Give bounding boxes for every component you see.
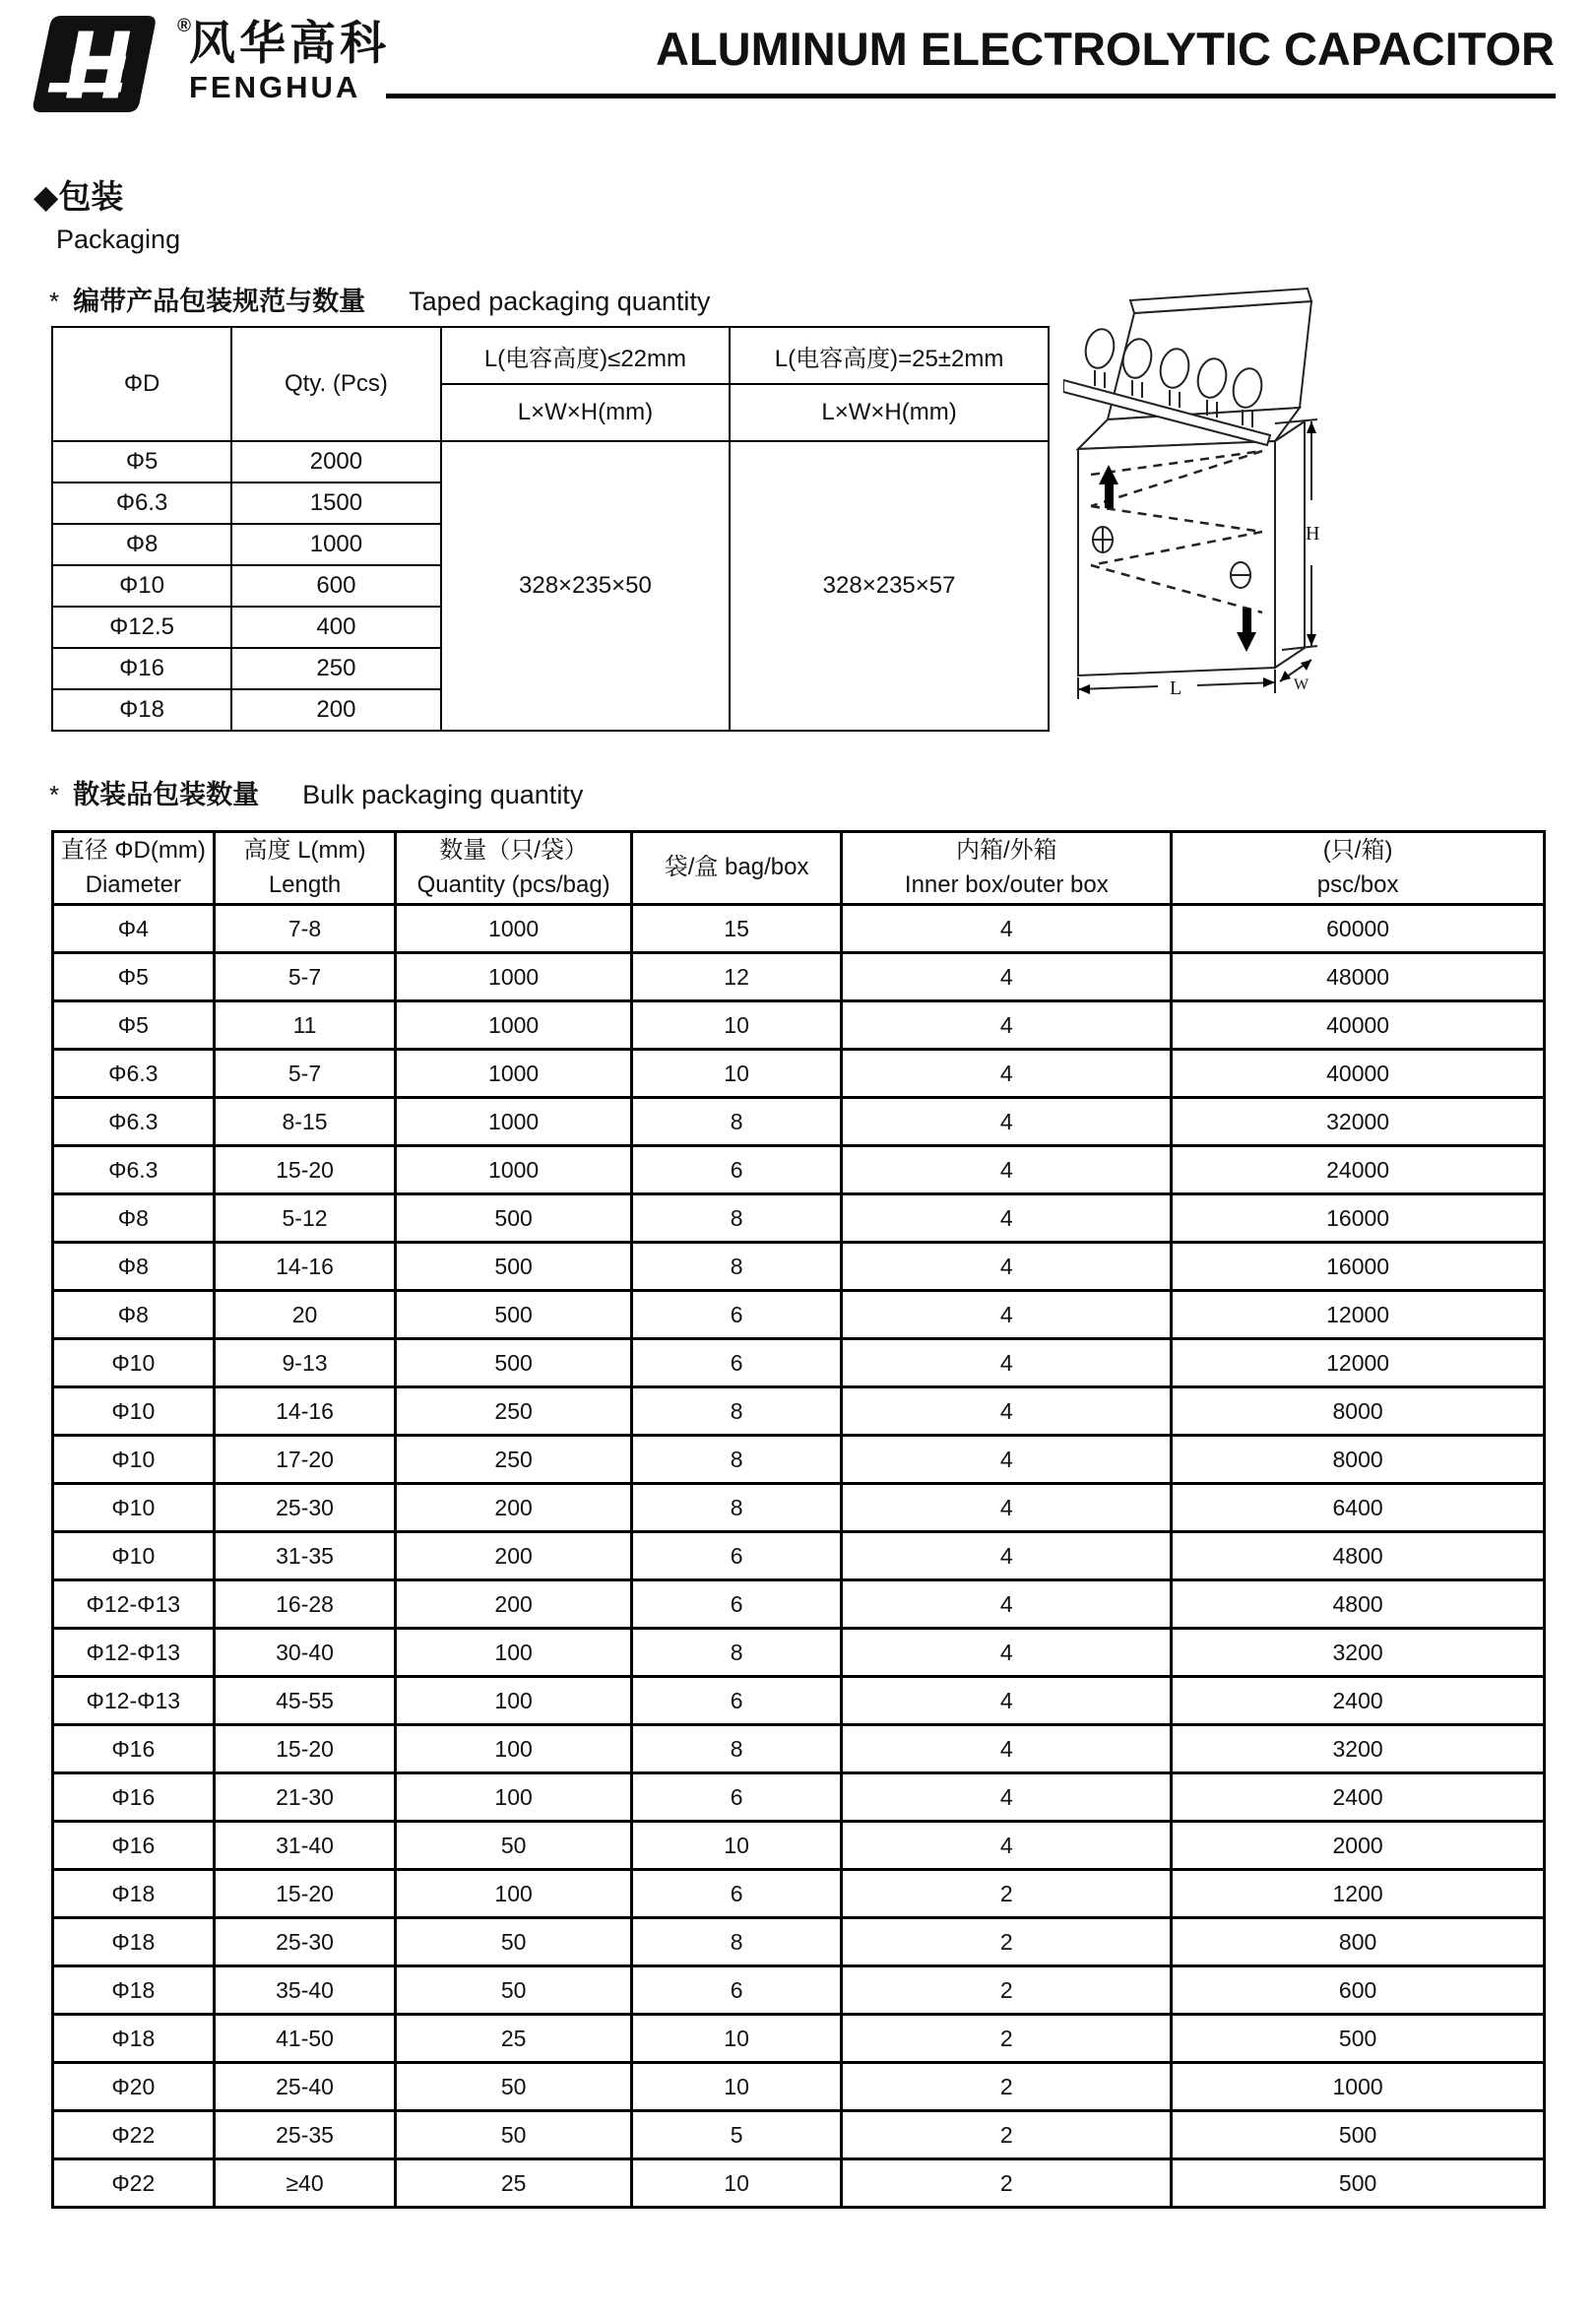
col-header-psc-box xyxy=(1172,832,1545,905)
table-cell: 4 xyxy=(842,1822,1172,1870)
table-cell: 41-50 xyxy=(214,2015,396,2063)
table-cell: 1000 xyxy=(396,1146,631,1194)
table-cell: 500 xyxy=(1172,2015,1545,2063)
brand-english: FENGHUA xyxy=(189,70,361,104)
table-cell: 25-30 xyxy=(214,1484,396,1532)
table-cell: Φ6.3 xyxy=(53,1098,215,1146)
header-line-cn: 高度 L(mm) xyxy=(243,836,366,864)
table-cell: Φ12-Φ13 xyxy=(53,1629,215,1677)
table-row xyxy=(53,2063,1545,2111)
table-cell: 8000 xyxy=(1172,1387,1545,1436)
table-row xyxy=(53,1966,1545,2015)
table-cell: 4 xyxy=(842,1484,1172,1532)
table-cell: 16000 xyxy=(1172,1194,1545,1243)
table-cell: Φ12-Φ13 xyxy=(53,1677,215,1725)
table-cell: 6 xyxy=(631,1291,842,1339)
table-cell: Φ16 xyxy=(53,1822,215,1870)
table-cell: 100 xyxy=(396,1677,631,1725)
table-cell: 1000 xyxy=(396,1098,631,1146)
table-row xyxy=(53,1291,1545,1339)
table-row xyxy=(53,1725,1545,1773)
table-cell: 4800 xyxy=(1172,1532,1545,1580)
header-line-cn: (只/箱) xyxy=(1322,836,1393,864)
table-row xyxy=(53,1773,1545,1822)
table-cell: 50 xyxy=(396,1966,631,2015)
table-cell: 6 xyxy=(631,1532,842,1580)
table-cell: Φ18 xyxy=(52,689,231,731)
table-row xyxy=(53,1532,1545,1580)
table-cell: 4 xyxy=(842,1580,1172,1629)
table-cell: 1000 xyxy=(396,953,631,1001)
table-cell: 2 xyxy=(842,2063,1172,2111)
table-cell: 21-30 xyxy=(214,1773,396,1822)
header-rule xyxy=(386,94,1556,98)
table-cell: 12000 xyxy=(1172,1339,1545,1387)
table-cell: 11 xyxy=(214,1001,396,1050)
table-cell: Φ16 xyxy=(52,648,231,689)
table-row xyxy=(53,1243,1545,1291)
col-header-length xyxy=(214,832,396,905)
col-header-inner-outer-box xyxy=(842,832,1172,905)
table-cell: 5-7 xyxy=(214,1050,396,1098)
table-cell: Φ4 xyxy=(53,905,215,953)
table-cell: 4 xyxy=(842,1050,1172,1098)
header-line-cn: 数量（只/袋） xyxy=(439,836,588,864)
header-line-cn: 袋/盒 bag/box xyxy=(664,854,809,881)
table-cell: 12000 xyxy=(1172,1291,1545,1339)
table-row xyxy=(53,1387,1545,1436)
table-cell: Φ8 xyxy=(53,1291,215,1339)
page-title: ALUMINUM ELECTROLYTIC CAPACITOR xyxy=(655,23,1555,75)
table-cell: 24000 xyxy=(1172,1146,1545,1194)
table-cell: 4 xyxy=(842,1001,1172,1050)
table-cell: Φ18 xyxy=(53,2015,215,2063)
table-row xyxy=(53,2159,1545,2208)
header-line-cn: 内箱/外箱 xyxy=(955,836,1057,864)
table-row xyxy=(53,1436,1545,1484)
table-row xyxy=(53,1677,1545,1725)
fenghua-logo-icon xyxy=(30,14,175,114)
table-cell: Φ18 xyxy=(53,1870,215,1918)
polarity-positive-icon xyxy=(1093,527,1113,552)
table-row xyxy=(53,1194,1545,1243)
header-line-en: psc/box xyxy=(1316,870,1399,898)
table-cell: 8 xyxy=(631,1194,842,1243)
table-cell: 40000 xyxy=(1172,1050,1545,1098)
bulk-caption-en: Bulk packaging quantity xyxy=(302,780,584,809)
bulk-table-header xyxy=(53,832,1545,905)
table-cell: 45-55 xyxy=(214,1677,396,1725)
section-heading-cn: ◆包装 xyxy=(33,178,124,215)
table-row xyxy=(53,1001,1545,1050)
table-cell: 4 xyxy=(842,1339,1172,1387)
table-row xyxy=(53,2111,1545,2159)
table-cell: Φ10 xyxy=(53,1387,215,1436)
table-cell: 600 xyxy=(231,565,441,607)
packing-diagram xyxy=(1063,282,1321,707)
table-cell: Φ5 xyxy=(52,441,231,483)
table-cell: 100 xyxy=(396,1870,631,1918)
table-cell: 6 xyxy=(631,1870,842,1918)
table-cell: 50 xyxy=(396,2111,631,2159)
caption-star: * xyxy=(49,780,60,809)
table-cell: 14-16 xyxy=(214,1243,396,1291)
table-row xyxy=(52,441,1049,483)
dim-label-h: H xyxy=(1306,523,1320,545)
col-header-qty: Qty. (Pcs) xyxy=(231,327,441,441)
table-cell: 2000 xyxy=(231,441,441,483)
table-cell: 30-40 xyxy=(214,1629,396,1677)
table-cell: 200 xyxy=(396,1484,631,1532)
table-cell: Φ6.3 xyxy=(52,483,231,524)
col-header-diameter xyxy=(53,832,215,905)
table-cell: 1000 xyxy=(396,905,631,953)
table-cell: 1000 xyxy=(1172,2063,1545,2111)
table-cell: 100 xyxy=(396,1629,631,1677)
table-cell: 500 xyxy=(396,1194,631,1243)
table-cell: 2 xyxy=(842,2015,1172,2063)
header-line-en: Inner box/outer box xyxy=(904,870,1109,898)
caption-star: * xyxy=(49,287,60,316)
table-row xyxy=(53,1098,1545,1146)
header-line-cn: 直径 ΦD(mm) xyxy=(60,836,206,864)
table-cell: 6 xyxy=(631,1773,842,1822)
table-cell: 15-20 xyxy=(214,1725,396,1773)
table-cell: 250 xyxy=(231,648,441,689)
table-cell: 4 xyxy=(842,1677,1172,1725)
header-line-en: Length xyxy=(268,870,342,898)
header-line-en: Quantity (pcs/bag) xyxy=(416,870,610,898)
table-cell: 4 xyxy=(842,1194,1172,1243)
taped-caption-cn: 编带产品包装规范与数量 xyxy=(73,287,366,316)
table-cell: Φ8 xyxy=(52,524,231,565)
table-cell: 3200 xyxy=(1172,1725,1545,1773)
table-cell: 8 xyxy=(631,1629,842,1677)
table-cell: Φ16 xyxy=(53,1725,215,1773)
table-cell: 1200 xyxy=(1172,1870,1545,1918)
table-cell: 7-8 xyxy=(214,905,396,953)
table-cell: 8-15 xyxy=(214,1098,396,1146)
table-cell: 10 xyxy=(631,1050,842,1098)
col-header-quantity xyxy=(396,832,631,905)
table-cell: 5-12 xyxy=(214,1194,396,1243)
table-cell: 1000 xyxy=(231,524,441,565)
table-cell: 5-7 xyxy=(214,953,396,1001)
table-row xyxy=(53,1870,1545,1918)
table-cell: 15-20 xyxy=(214,1870,396,1918)
table-cell: 50 xyxy=(396,2063,631,2111)
table-cell: 16-28 xyxy=(214,1580,396,1629)
table-cell: 2400 xyxy=(1172,1677,1545,1725)
header-logo xyxy=(30,14,390,114)
table-cell: 250 xyxy=(396,1387,631,1436)
table-cell: Φ10 xyxy=(53,1484,215,1532)
table-cell: 8 xyxy=(631,1436,842,1484)
table-cell: Φ16 xyxy=(53,1773,215,1822)
table-cell: 400 xyxy=(231,607,441,648)
table-cell: 500 xyxy=(396,1243,631,1291)
table-cell: Φ22 xyxy=(53,2159,215,2208)
table-cell: 8 xyxy=(631,1725,842,1773)
table-cell: 31-40 xyxy=(214,1822,396,1870)
col-header-lwh-2: L×W×H(mm) xyxy=(730,384,1049,441)
table-cell: 8 xyxy=(631,1098,842,1146)
table-cell: 12 xyxy=(631,953,842,1001)
table-cell: 500 xyxy=(396,1339,631,1387)
table-cell: 2000 xyxy=(1172,1822,1545,1870)
col-header-25pm2: L(电容高度)=25±2mm xyxy=(730,327,1049,384)
table-row xyxy=(53,1339,1545,1387)
table-cell: Φ8 xyxy=(53,1194,215,1243)
table-cell: 40000 xyxy=(1172,1001,1545,1050)
table-row xyxy=(53,2015,1545,2063)
table-cell: Φ10 xyxy=(52,565,231,607)
table-cell: Φ10 xyxy=(53,1436,215,1484)
table-cell: 50 xyxy=(396,1918,631,1966)
table-cell: 10 xyxy=(631,2159,842,2208)
table-cell: 4 xyxy=(842,1243,1172,1291)
table-cell: Φ18 xyxy=(53,1918,215,1966)
table-cell: Φ10 xyxy=(53,1339,215,1387)
table-cell: 32000 xyxy=(1172,1098,1545,1146)
table-cell: 500 xyxy=(1172,2111,1545,2159)
table-cell: 8000 xyxy=(1172,1436,1545,1484)
col-header-lwh-1: L×W×H(mm) xyxy=(441,384,730,441)
table-cell: 4 xyxy=(842,1291,1172,1339)
merged-size-25pm2: 328×235×57 xyxy=(730,441,1049,731)
table-cell: 8 xyxy=(631,1243,842,1291)
col-header-leq22: L(电容高度)≤22mm xyxy=(441,327,730,384)
table-row xyxy=(53,1629,1545,1677)
table-row xyxy=(53,832,1545,905)
table-cell: 48000 xyxy=(1172,953,1545,1001)
table-cell: 200 xyxy=(396,1580,631,1629)
table-cell: 31-35 xyxy=(214,1532,396,1580)
table-cell: 6 xyxy=(631,1339,842,1387)
table-cell: 10 xyxy=(631,2063,842,2111)
table-cell: 25 xyxy=(396,2159,631,2208)
table-cell: 250 xyxy=(396,1436,631,1484)
table-cell: 2 xyxy=(842,1918,1172,1966)
table-cell: 4 xyxy=(842,953,1172,1001)
table-row xyxy=(53,905,1545,953)
bulk-table-body xyxy=(53,905,1545,2208)
table-cell: 6 xyxy=(631,1146,842,1194)
taped-caption xyxy=(49,280,710,318)
taped-table-header xyxy=(52,327,1049,441)
table-row xyxy=(53,953,1545,1001)
dim-label-w: W xyxy=(1294,676,1309,693)
table-cell: 100 xyxy=(396,1725,631,1773)
table-row xyxy=(53,1918,1545,1966)
table-cell: 500 xyxy=(396,1291,631,1339)
table-cell: 25-40 xyxy=(214,2063,396,2111)
table-cell: 60000 xyxy=(1172,905,1545,953)
table-row xyxy=(52,327,1049,384)
table-cell: 15 xyxy=(631,905,842,953)
table-row xyxy=(53,1822,1545,1870)
table-cell: 20 xyxy=(214,1291,396,1339)
table-cell: 200 xyxy=(231,689,441,731)
table-cell: 2 xyxy=(842,2159,1172,2208)
bulk-caption xyxy=(49,773,583,811)
table-cell: 4 xyxy=(842,1725,1172,1773)
table-cell: Φ10 xyxy=(53,1532,215,1580)
table-cell: 500 xyxy=(1172,2159,1545,2208)
section-heading-en: Packaging xyxy=(56,225,181,254)
table-cell: 4 xyxy=(842,1436,1172,1484)
table-cell: 8 xyxy=(631,1387,842,1436)
table-cell: Φ22 xyxy=(53,2111,215,2159)
table-cell: Φ20 xyxy=(53,2063,215,2111)
table-cell: 6 xyxy=(631,1966,842,2015)
header-line-en: Diameter xyxy=(85,870,181,898)
table-cell: 25 xyxy=(396,2015,631,2063)
table-cell: 4 xyxy=(842,1773,1172,1822)
table-cell: 600 xyxy=(1172,1966,1545,2015)
table-cell: Φ12-Φ13 xyxy=(53,1580,215,1629)
table-cell: 2400 xyxy=(1172,1773,1545,1822)
table-cell: 15-20 xyxy=(214,1146,396,1194)
table-cell: 10 xyxy=(631,2015,842,2063)
taped-caption-en: Taped packaging quantity xyxy=(409,287,711,316)
table-cell: 9-13 xyxy=(214,1339,396,1387)
table-cell: Φ5 xyxy=(53,953,215,1001)
table-cell: 8 xyxy=(631,1484,842,1532)
col-header-bag-box xyxy=(631,832,842,905)
table-cell: Φ18 xyxy=(53,1966,215,2015)
table-cell: 25-30 xyxy=(214,1918,396,1966)
table-row xyxy=(53,1050,1545,1098)
table-cell: 4 xyxy=(842,1532,1172,1580)
merged-size-leq22: 328×235×50 xyxy=(441,441,730,731)
table-cell: ≥40 xyxy=(214,2159,396,2208)
brand-block xyxy=(189,14,390,102)
table-cell: 1000 xyxy=(396,1001,631,1050)
table-cell: 14-16 xyxy=(214,1387,396,1436)
table-cell: 4 xyxy=(842,1629,1172,1677)
table-cell: 10 xyxy=(631,1822,842,1870)
dim-label-l: L xyxy=(1170,677,1182,699)
table-row xyxy=(53,1146,1545,1194)
brand-chinese: 风华高科 xyxy=(189,17,390,69)
table-cell: 17-20 xyxy=(214,1436,396,1484)
taped-table-body xyxy=(52,441,1049,731)
table-cell: 4 xyxy=(842,1146,1172,1194)
table-cell: Φ8 xyxy=(53,1243,215,1291)
table-cell: 5 xyxy=(631,2111,842,2159)
table-cell: 2 xyxy=(842,2111,1172,2159)
table-cell: 4 xyxy=(842,1387,1172,1436)
table-cell: 25-35 xyxy=(214,2111,396,2159)
table-cell: Φ12.5 xyxy=(52,607,231,648)
table-cell: 10 xyxy=(631,1001,842,1050)
table-cell: 100 xyxy=(396,1773,631,1822)
bulk-caption-cn: 散装品包装数量 xyxy=(73,780,260,809)
table-row xyxy=(53,1484,1545,1532)
table-cell: 200 xyxy=(396,1532,631,1580)
table-cell: Φ6.3 xyxy=(53,1146,215,1194)
table-cell: 6400 xyxy=(1172,1484,1545,1532)
table-cell: 6 xyxy=(631,1580,842,1629)
bulk-packaging-table xyxy=(51,830,1546,2209)
table-cell: Φ6.3 xyxy=(53,1050,215,1098)
table-cell: 800 xyxy=(1172,1918,1545,1966)
table-cell: 50 xyxy=(396,1822,631,1870)
table-cell: 6 xyxy=(631,1677,842,1725)
registered-mark: ® xyxy=(177,16,191,36)
table-cell: 4800 xyxy=(1172,1580,1545,1629)
table-cell: Φ5 xyxy=(53,1001,215,1050)
table-cell: 2 xyxy=(842,1870,1172,1918)
table-cell: 3200 xyxy=(1172,1629,1545,1677)
col-header-diameter: ΦD xyxy=(52,327,231,441)
table-cell: 4 xyxy=(842,1098,1172,1146)
table-row xyxy=(53,1580,1545,1629)
table-cell: 35-40 xyxy=(214,1966,396,2015)
table-cell: 4 xyxy=(842,905,1172,953)
table-cell: 1500 xyxy=(231,483,441,524)
table-cell: 1000 xyxy=(396,1050,631,1098)
taped-packaging-table xyxy=(51,326,1050,732)
table-cell: 2 xyxy=(842,1966,1172,2015)
table-cell: 8 xyxy=(631,1918,842,1966)
table-cell: 16000 xyxy=(1172,1243,1545,1291)
